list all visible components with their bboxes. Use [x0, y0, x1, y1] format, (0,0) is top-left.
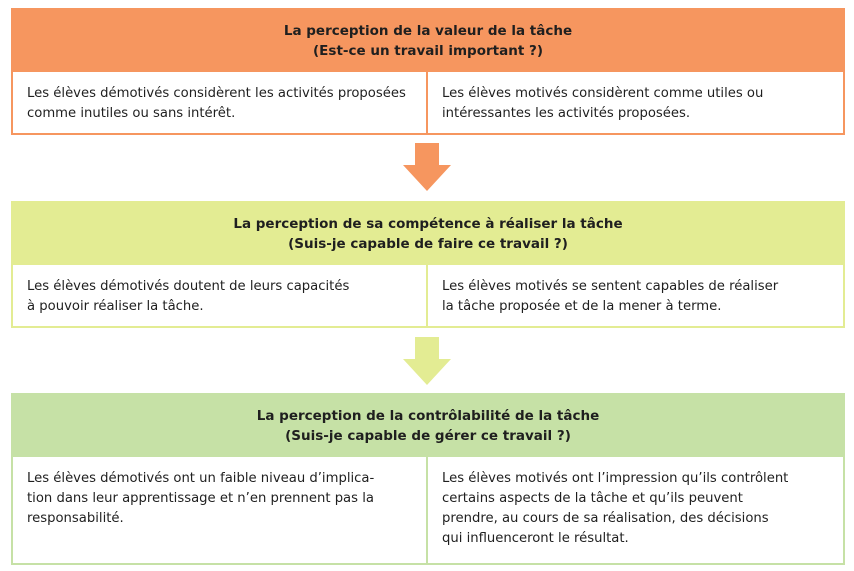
- comparison-row: [13, 72, 843, 133]
- block-subtitle: (Est-ce un travail important ?): [313, 43, 543, 59]
- motivated-cell: Les élèves motivés ont l’impression qu’ils contrôlent certains aspects de la tâche et qu’ils peuvent prendre, au cours de sa réalisation, des décisions qui influenceront le résultat.: [442, 471, 789, 546]
- motivated-cell: Les élèves motivés considèrent comme utiles ou intéressantes les activités proposées.: [442, 86, 764, 121]
- arrow-shape: [403, 143, 451, 191]
- demotivated-cell: Les élèves démotivés ont un faible niveau d’implica- tion dans leur apprentissage et n’en prennent pas la responsabilité.: [13, 457, 428, 563]
- task-value-block: [11, 8, 845, 135]
- task-value-header: [13, 10, 843, 72]
- competence-header: [13, 203, 843, 265]
- block-title: La perception de la contrôlabilité de la tâche: [256, 408, 600, 424]
- motivated-cell: Les élèves motivés se sentent capables de réaliser la tâche proposée et de la mener à terme.: [442, 279, 779, 314]
- competence-block: [11, 201, 845, 328]
- controllability-block: [11, 393, 845, 565]
- block-title: La perception de sa compétence à réaliser la tâche: [233, 216, 623, 232]
- controllability-header: [13, 395, 843, 457]
- demotivated-cell: Les élèves démotivés considèrent les activités proposées comme inutiles ou sans intérêt.: [13, 72, 428, 133]
- block-subtitle: (Suis-je capable de gérer ce travail ?): [285, 428, 571, 444]
- arrow-shape: [403, 337, 451, 385]
- down-arrow-icon: [403, 337, 451, 385]
- block-title: La perception de la valeur de la tâche: [283, 23, 573, 39]
- demotivated-cell: Les élèves démotivés doutent de leurs capacités à pouvoir réaliser la tâche.: [13, 265, 428, 326]
- down-arrow-icon: [403, 143, 451, 191]
- block-subtitle: (Suis-je capable de faire ce travail ?): [288, 236, 568, 252]
- comparison-row: [13, 265, 843, 326]
- comparison-row: [13, 457, 843, 563]
